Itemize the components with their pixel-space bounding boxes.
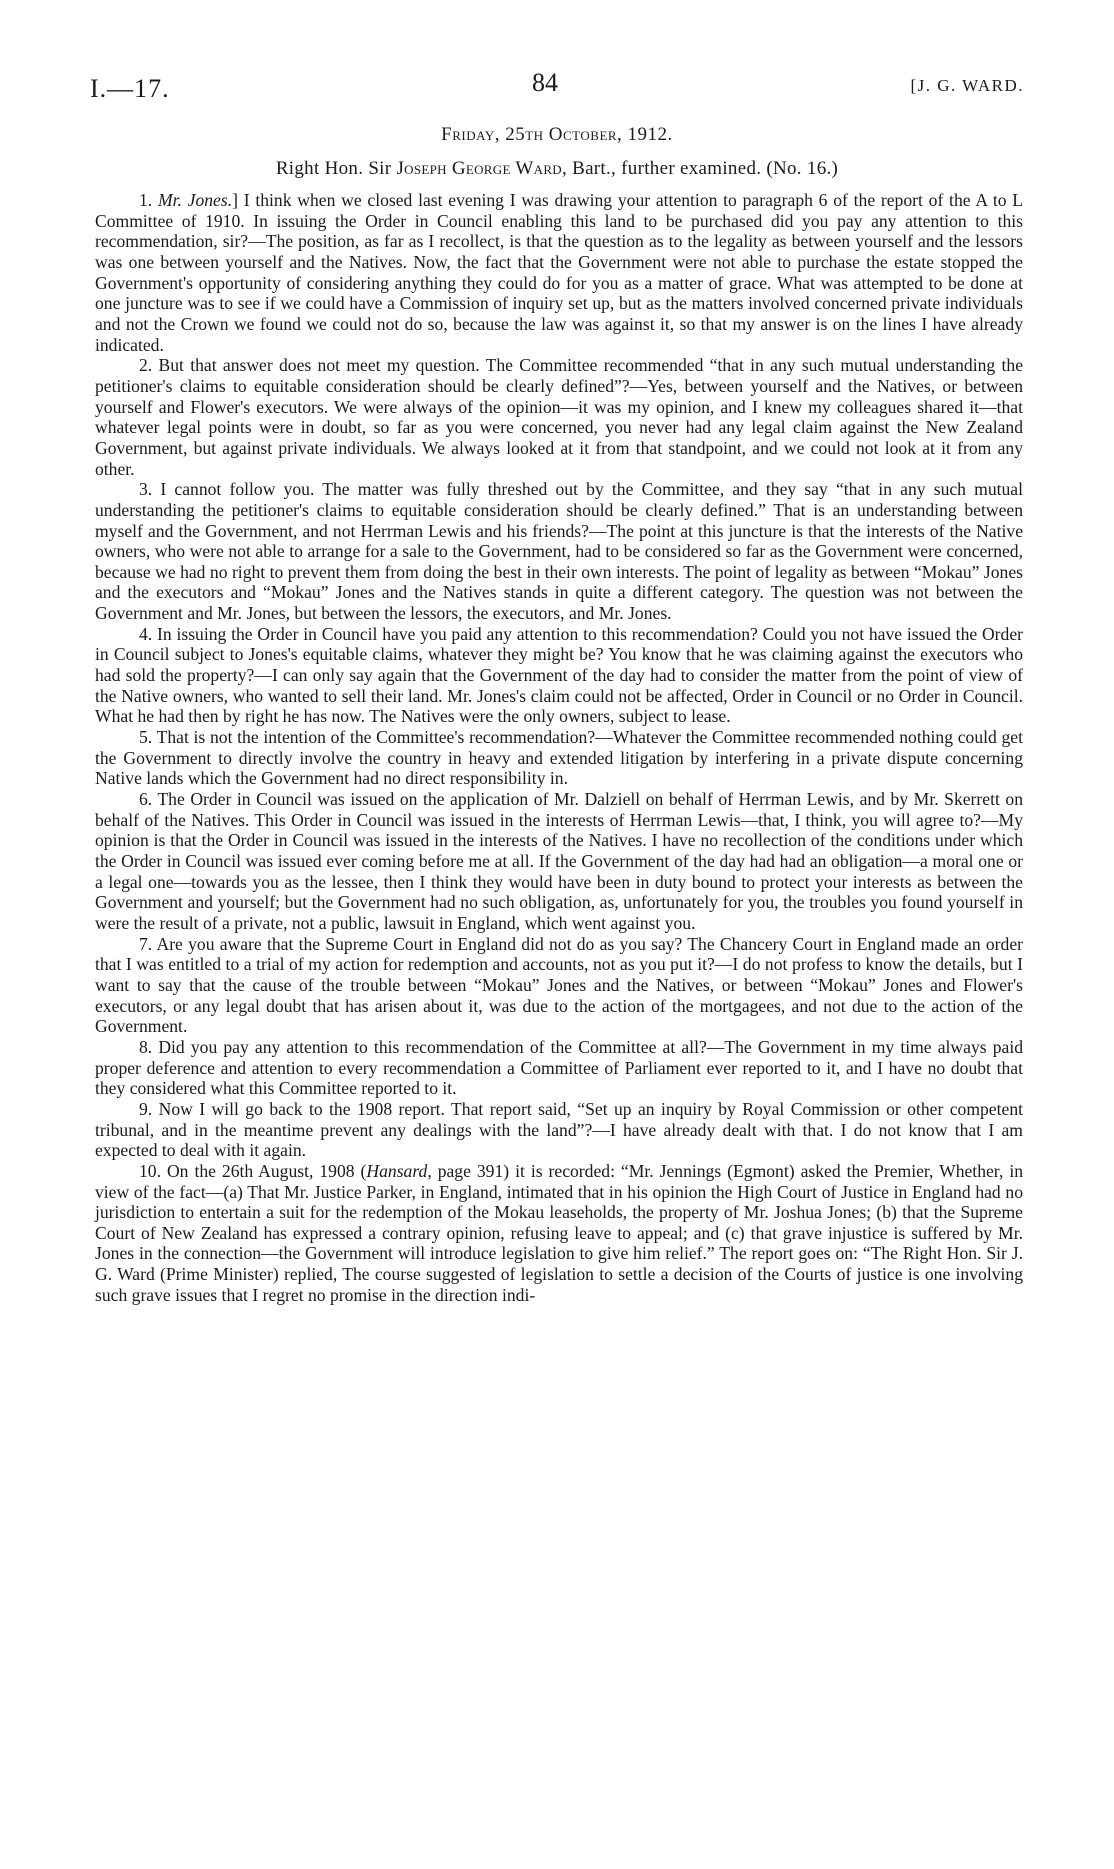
question-number: 1.: [139, 190, 158, 210]
paragraph-text: , page 391) it is recorded: “Mr. Jennings (Egmont) asked the Premier, Whether, in view of the fact—(a) That Mr. Justice Parker, in England, intimated that in his opinion the High Court of Justice in England had no jurisdiction to entertain a suit for the redemption of the Mokau leaseholds, the property of Mr. Joshua Jones; (b) that the Supreme Court of New Zealand has expressed a contrary opinion, refusing leave to appeal; and (c) that grave injustice is suffered by Mr. Jones in the connection—the Government will introduce legislation to give him relief.” The report goes on: “The Right Hon. Sir J. G. Ward (Prime Minister) replied, The course suggested of legislation to settle a decision of the Courts of justice is one involving such grave issues that I regret no promise in the direction indi-: [95, 1160, 1023, 1305]
question-paragraph-4: [95, 624, 1023, 727]
witness-prefix: Right Hon. Sir: [275, 158, 397, 179]
question-paragraph-10: [95, 1161, 1023, 1306]
question-number: 4.: [139, 623, 157, 644]
page-number: 84: [532, 68, 558, 97]
question-number: 2.: [139, 355, 159, 376]
paragraph-text: I cannot follow you. The matter was fully threshed out by the Committee, and they say “that in any such mutual understanding the petitioner's claims to equitable consideration should be clearly defined.” That is an understanding between myself and the Government, and not Herrman Lewis and his friends?—The point at this juncture is that the interests of the Native owners, who were not able to arrange for a sale to the Government, had to be considered so far as the Government were concerned, because we had no right to prevent them from doing the best in their own interests. The point of legality as between “Mokau” Jones and the executors and “Mokau” Jones and the Natives stands in quite a different category. The question was not between the Government and Mr. Jones, but between the lessors, the executors, and Mr. Jones.: [95, 479, 1024, 624]
question-number: 6.: [139, 789, 158, 810]
paragraph-text: The Order in Council was issued on the application of Mr. Dalziell on behalf of Herrman Lewis, and by Mr. Skerrett on behalf of the Natives. This Order in Council was issued in the interests of Herrman Lewis—that, I think, you will agree to?—My opinion is that the Order in Council was issued in the interests of the Natives. I have no recollection of the conditions under which the Order in Council was issued ever coming before me at all. If the Government of the day had had an obligation—a moral one or a legal one—towards you as the lessee, then I think they would have been in duty bound to protect your interests as between the Government and yourself; but the Government had no such obligation, as, unfortunately for you, the troubles you found yourself in were the result of a private, not a public, lawsuit in England, which went against you.: [95, 789, 1023, 933]
witness-suffix: , Bart., further examined. (No. 16.): [562, 158, 839, 179]
question-paragraph-8: [95, 1037, 1023, 1099]
page-header: [90, 68, 1024, 108]
question-paragraph-1: [95, 190, 1023, 355]
question-paragraph-5: [95, 727, 1023, 789]
question-paragraph-9: [95, 1099, 1023, 1161]
paragraph-text-pre: On the 26th August, 1908 (: [166, 1160, 367, 1181]
witness-heading: [0, 158, 1114, 180]
paper-reference: I.—17.: [90, 74, 170, 103]
question-paragraph-7: [95, 934, 1023, 1037]
paragraph-text: Are you aware that the Supreme Court in England did not do as you say? The Chancery Court in England made an order that I was entitled to a trial of my action for redemption and accounts, not as you put it?—I do not profess to know the details, but I want to say that the cause of the trouble between “Mokau” Jones and the Natives, or between “Mokau” Jones and Flower's executors, or any legal doubt that has arisen about it, was due to the action of the mortgagees, and not due to the action of the Government.: [95, 933, 1024, 1037]
date-heading: Friday, 25th October, 1912.: [441, 124, 673, 145]
question-number: 9.: [139, 1098, 159, 1119]
question-number: 8.: [139, 1036, 159, 1057]
evidence-body: [95, 190, 1023, 1305]
question-number: 3.: [139, 479, 161, 500]
paragraph-text: ] I think when we closed last evening I was drawing your attention to paragraph 6 of the report of the A to L Committee of 1910. In issuing the Order in Council enabling this land to be purchased did you pay any attention to this recommendation, sir?—The position, as far as I recollect, is that the question as to the legality as between yourself and the lessors was one between yourself and the Natives. Now, the fact that the Government were not able to purchase the estate stopped the Government's opportunity of considering anything they could do for you as a matter of grace. What was attempted to be done at one juncture was to see if we could have a Commission of inquiry set up, but as the matters involved concerned private individuals and not the Crown we found we could not do so, because the law was against it, so that my answer is on the lines I have already indicated.: [95, 190, 1024, 355]
witness-name: Joseph George Ward: [396, 158, 562, 179]
paragraph-text: Now I will go back to the 1908 report. That report said, “Set up an inquiry by Royal Commission or other competent tribunal, and in the meantime prevent any dealings with the land”?—I have already dealt with that. I do not know that I am expected to deal with it again.: [95, 1098, 1024, 1161]
question-paragraph-3: [95, 479, 1023, 624]
question-paragraph-2: [95, 355, 1023, 479]
hansard-reference: Hansard: [366, 1160, 428, 1181]
paragraph-text: Did you pay any attention to this recommendation of the Committee at all?—The Government in my time always paid proper deference and attention to every recommendation a Committee of Parliament ever reported to it, and I have no doubt that they considered what this Committee reported to it.: [95, 1036, 1024, 1099]
witness-running-head: [J. G. WARD.: [910, 76, 1024, 95]
question-number: 7.: [139, 933, 157, 954]
paragraph-text: But that answer does not meet my question. The Committee recommended “that in any such mutual understanding the petitioner's claims to equitable consideration should be clearly defined”?—Yes, between yourself and the Natives, or between yourself and Flower's executors. We were always of the opinion—it was my opinion, and I knew my colleagues shared it—that whatever legal points were in doubt, so far as you were concerned, you never had any legal claim against the New Zealand Government, but against private individuals. We always looked at it from that standpoint, and we could not look at it from any other.: [95, 355, 1024, 479]
question-paragraph-6: [95, 789, 1023, 934]
paragraph-text: In issuing the Order in Council have you paid any attention to this recommendation? Could you not have issued the Order in Council subject to Jones's equitable claims, whatever they might be? You know that he was claiming against the executors who had sold the property?—I can only say again that the Government of the day had to consider the matter from the point of view of the Native owners, who wanted to sell their land. Mr. Jones's claim could not be affected, Order in Council or no Order in Council. What he had then by right he has now. The Natives were the only owners, subject to lease.: [95, 623, 1023, 727]
paragraph-text: That is not the intention of the Committee's recommendation?—Whatever the Committee recommended nothing could get the Government to directly involve the country in heavy and extended litigation by interfering in a private dispute concerning Native lands which the Government had no direct responsibility in.: [95, 727, 1023, 789]
speaker-name: Mr. Jones.: [157, 190, 233, 210]
question-number: 5.: [139, 727, 157, 748]
question-number: 10.: [139, 1160, 167, 1181]
